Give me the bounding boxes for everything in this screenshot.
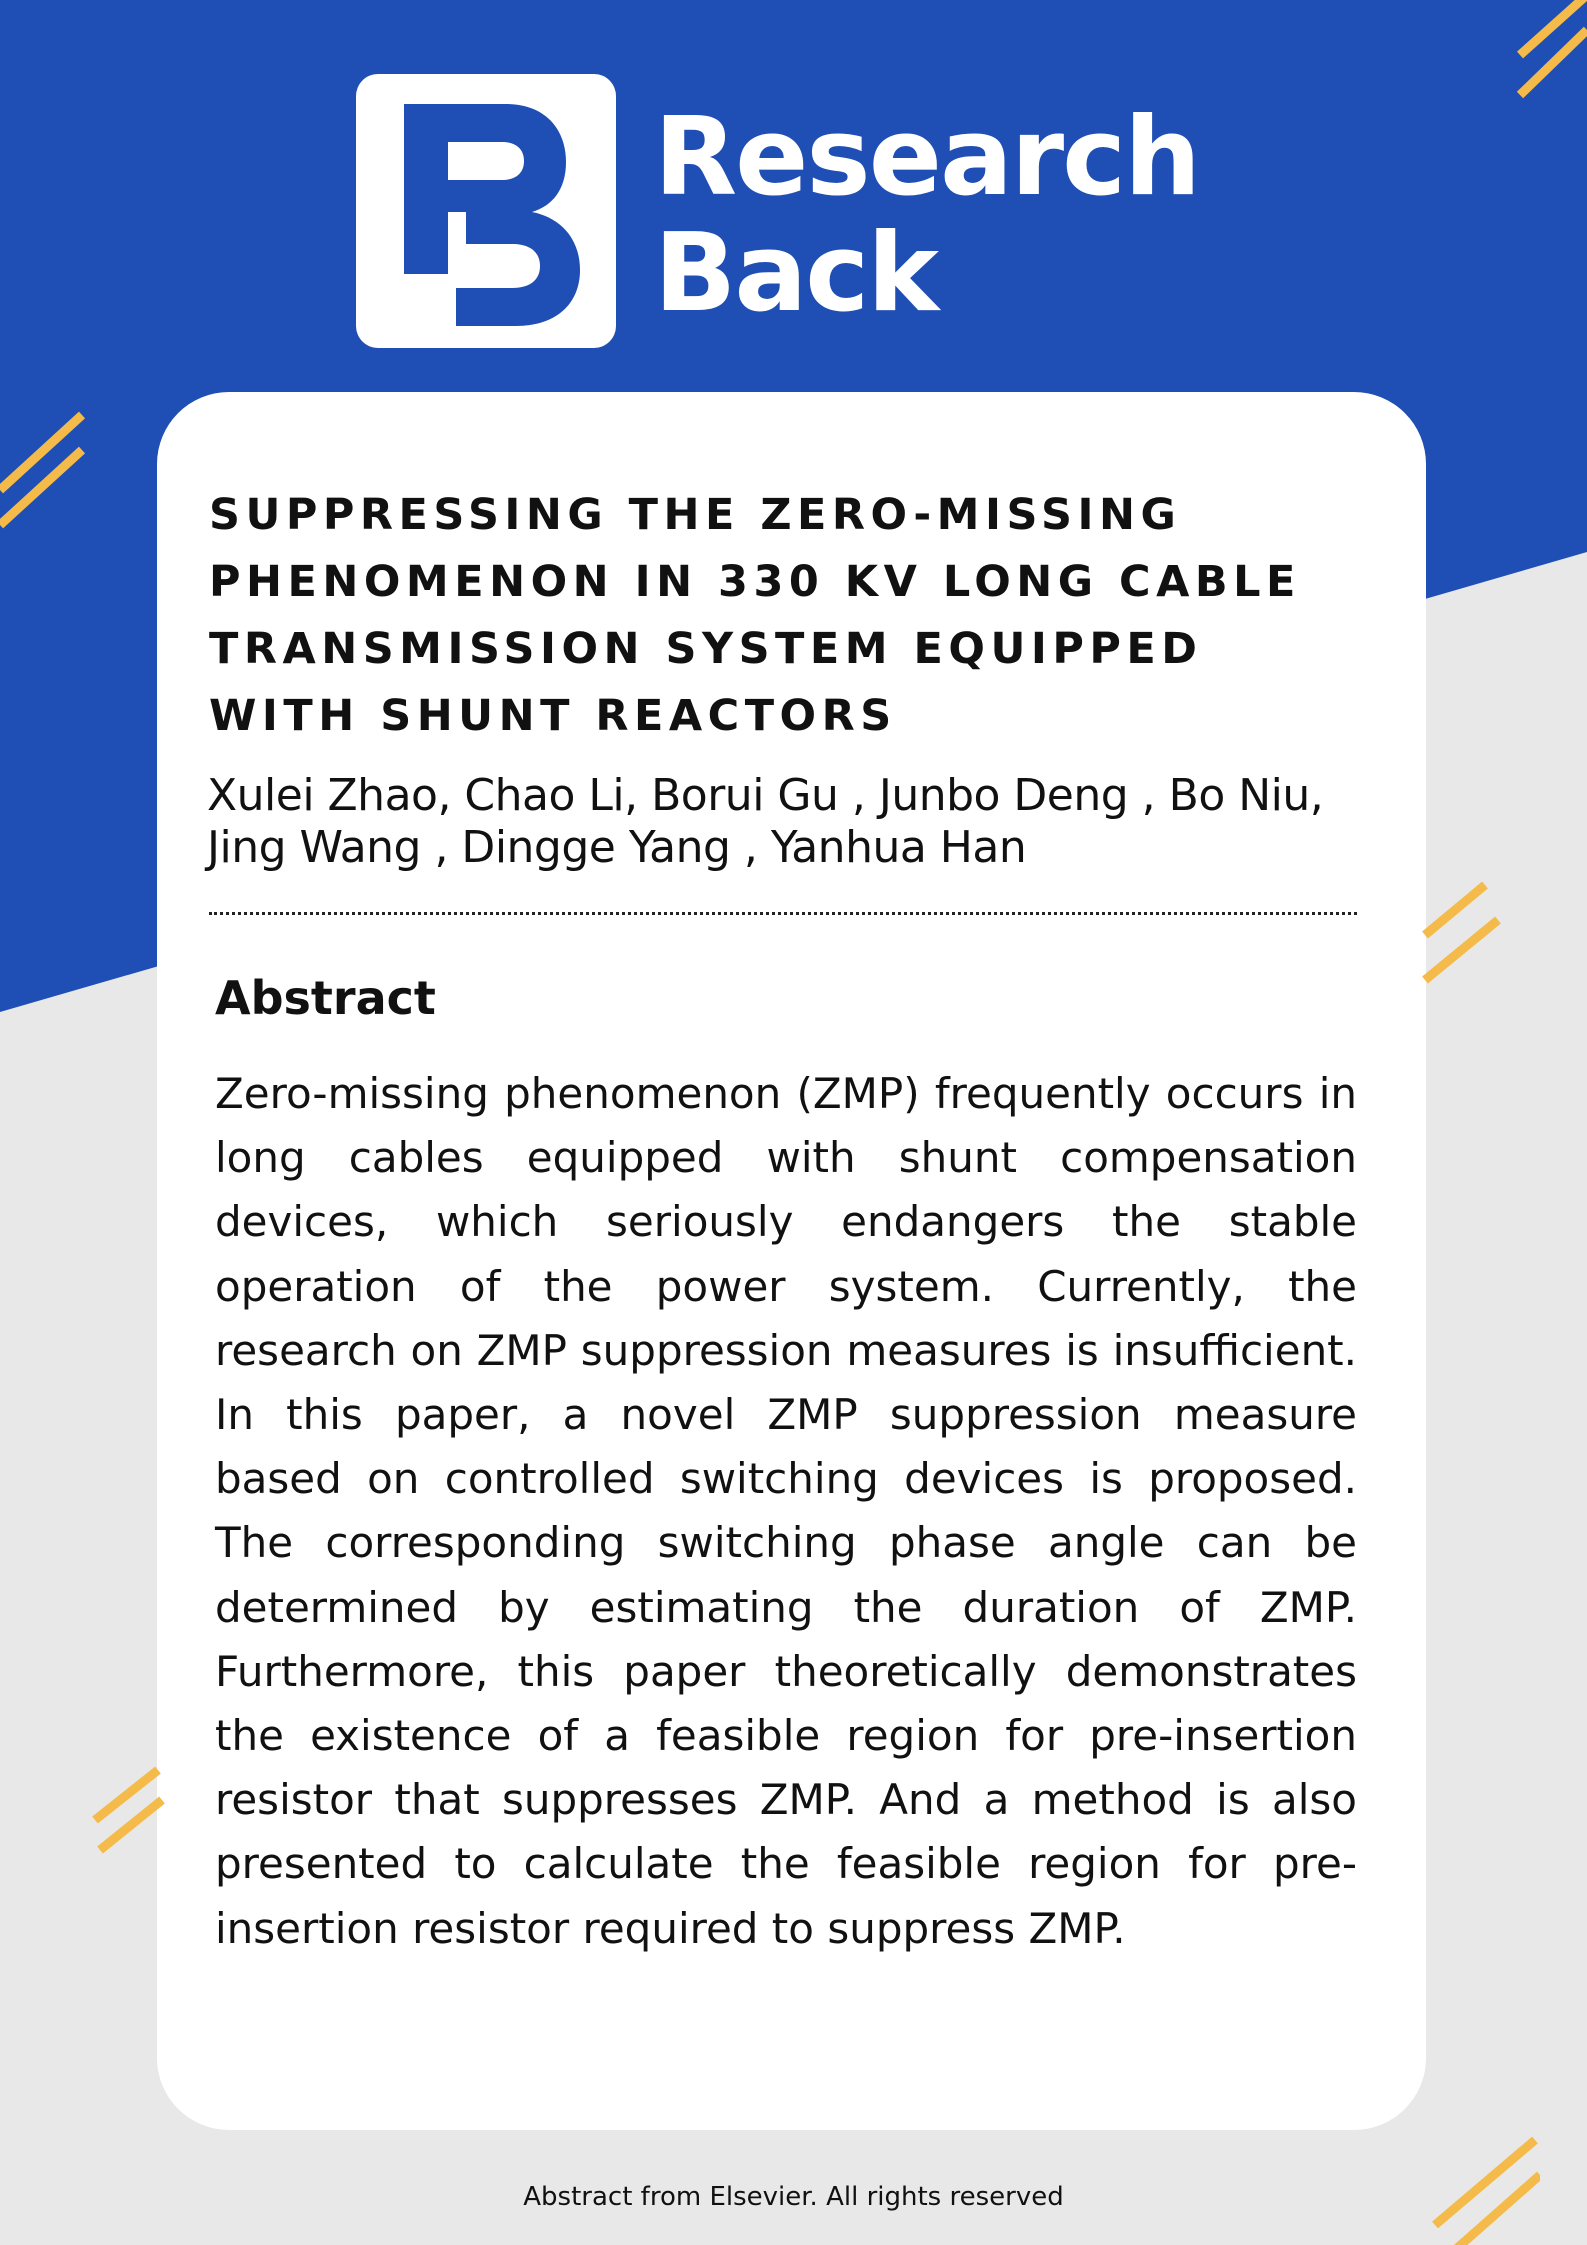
brand-name-line1: Research <box>654 95 1199 220</box>
decorative-stripes-right-middle <box>1420 880 1520 990</box>
brand-logo <box>356 74 616 348</box>
dotted-divider <box>209 912 1357 915</box>
abstract-text: Zero-missing phenomenon (ZMP) frequently occurs in long cables equipped with shunt compensation devices, which seriously endangers the stable operation of the power system. Currently, the research on ZMP suppression measures is insufficient. In this paper, a novel ZMP suppression measure based on controlled switching devices is proposed. The corresponding switching phase angle can be determined by estimating the duration of ZMP. Furthermore, this paper theoretically demonstrates the existence of a feasible region for pre-insertion resistor that suppresses ZMP. And a method is also presented to calculate the feasible region for pre-insertion resistor required to suppress ZMP. <box>215 1069 1357 1953</box>
brand-name-line2: Back <box>654 211 938 336</box>
paper-authors: Xulei Zhao, Chao Li, Borui Gu , Junbo Deng , Bo Niu, Jing Wang , Dingge Yang , Yanhua Han <box>207 770 1324 873</box>
decorative-stripes-top-right <box>1500 0 1587 100</box>
decorative-stripes-left-lower <box>90 1765 170 1860</box>
brand-name <box>654 95 1199 336</box>
decorative-stripes-left-upper <box>0 405 90 535</box>
paper-title: SUPPRESSING THE ZERO-MISSING PHENOMENON IN 330 KV LONG CABLE TRANSMISSION SYSTEM EQUIPPED WITH SHUNT REACTORS <box>209 490 1301 741</box>
footer-credit: Abstract from Elsevier. All rights reserved <box>523 2182 1064 2212</box>
decorative-stripes-bottom-right <box>1430 2135 1540 2245</box>
rb-monogram-icon <box>356 74 616 348</box>
content-card <box>157 392 1426 2130</box>
abstract-heading: Abstract <box>215 971 436 1025</box>
